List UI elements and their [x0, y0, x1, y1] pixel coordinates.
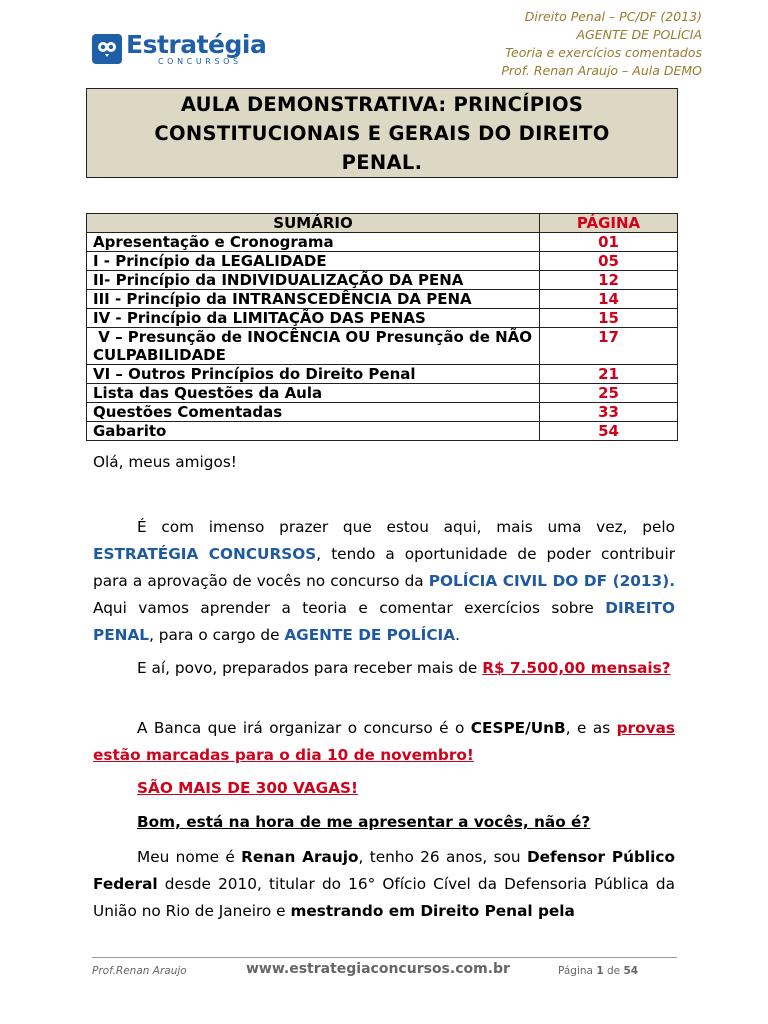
estrategia-logo	[92, 32, 266, 66]
summary-row-label: III - Princípio da INTRANSCEDÊNCIA DA PENA	[87, 290, 540, 309]
footer-page-number	[558, 965, 638, 977]
owl-logo-icon	[92, 34, 122, 64]
page-total: 54	[623, 965, 639, 977]
table-row	[87, 271, 678, 290]
author-degree: mestrando em Direito Penal pela	[290, 902, 575, 920]
summary-row-page: 33	[540, 403, 678, 422]
table-row	[87, 365, 678, 384]
page-current: 1	[596, 965, 604, 977]
table-row	[87, 328, 678, 365]
summary-col-page: PÁGINA	[540, 214, 678, 233]
summary-col-title: SUMÁRIO	[87, 214, 540, 233]
text-span: .	[455, 626, 460, 644]
header-line-role: AGENTE DE POLÍCIA	[576, 27, 702, 42]
summary-row-page: 01	[540, 233, 678, 252]
text-span: É com imenso prazer que estou aqui, mais uma vez, pelo	[137, 518, 675, 536]
paragraph-exam-board	[93, 715, 675, 769]
exam-board: CESPE/UnB	[470, 719, 566, 737]
text-span: A Banca que irá organizar o concurso é o	[137, 719, 471, 737]
summary-row-label: II- Princípio da INDIVIDUALIZAÇÃO DA PENA	[87, 271, 540, 290]
summary-row-label: VI – Outros Princípios do Direito Penal	[87, 365, 540, 384]
lesson-title-box	[86, 88, 678, 178]
summary-row-page: 15	[540, 309, 678, 328]
summary-row-label: V – Presunção de INOCÊNCIA OU Presunção de NÃO CULPABILIDADE	[87, 328, 540, 365]
paragraph-author-bio	[93, 844, 675, 925]
paragraph-intro-self	[93, 809, 675, 836]
brand-name: ESTRATÉGIA CONCURSOS	[93, 545, 317, 563]
table-row	[87, 233, 678, 252]
table-row	[87, 403, 678, 422]
text-span: desde 2010, titular do 16° Ofício Cível da Defensoria Pública da União no Rio de Janeiro e	[93, 875, 675, 920]
summary-row-label: Questões Comentadas	[87, 403, 540, 422]
summary-row-page: 12	[540, 271, 678, 290]
header-line-type: Teoria e exercícios comentados	[504, 45, 702, 60]
summary-row-page: 14	[540, 290, 678, 309]
paragraph-vacancies	[93, 775, 675, 802]
summary-row-label: Lista das Questões da Aula	[87, 384, 540, 403]
page-label: Página	[558, 965, 597, 977]
salary-highlight: R$ 7.500,00 mensais?	[482, 659, 671, 677]
header-line-course: Direito Penal – PC/DF (2013)	[524, 9, 702, 24]
lesson-title: AULA DEMONSTRATIVA: PRINCÍPIOS CONSTITUCIONAIS E GERAIS DO DIREITO PENAL.	[154, 92, 610, 174]
footer-divider	[92, 957, 677, 958]
text-span: , tendo a oportunidade de poder contribuir para a aprovação de vocês no concurso da	[93, 545, 675, 590]
text-span: Meu nome é	[137, 848, 242, 866]
summary-header-row	[87, 214, 678, 233]
table-row	[87, 290, 678, 309]
text-span: , e as	[565, 719, 617, 737]
logo-name: Estratégia	[126, 30, 267, 59]
exam-name: POLÍCIA CIVIL DO DF (2013).	[428, 572, 675, 590]
table-row	[87, 384, 678, 403]
vacancies-highlight: SÃO MAIS DE 300 VAGAS!	[137, 779, 359, 797]
text-span: E aí, povo, preparados para receber mais de	[137, 659, 483, 677]
intro-question: Bom, está na hora de me apresentar a vocês, não é?	[137, 813, 591, 831]
header-info	[501, 8, 702, 80]
logo-subtitle: CONCURSOS	[158, 57, 242, 66]
summary-table	[86, 213, 678, 441]
subject-name: DIREITO PENAL	[93, 599, 675, 644]
table-row	[87, 252, 678, 271]
summary-row-label: IV - Princípio da LIMITAÇÃO DAS PENAS	[87, 309, 540, 328]
author-title: Defensor Público Federal	[93, 848, 675, 893]
page-of: de	[603, 965, 624, 977]
summary-row-label: I - Princípio da LEGALIDADE	[87, 252, 540, 271]
author-name: Renan Araujo	[241, 848, 359, 866]
table-row	[87, 422, 678, 441]
summary-row-page: 05	[540, 252, 678, 271]
paragraph-salary	[93, 655, 675, 682]
text-span: , tenho 26 anos, sou	[358, 848, 527, 866]
footer-author: Prof.Renan Araujo	[92, 965, 187, 977]
table-row	[87, 309, 678, 328]
summary-row-label: Gabarito	[87, 422, 540, 441]
summary-row-page: 25	[540, 384, 678, 403]
paragraph-intro	[93, 514, 675, 649]
summary-row-label: Apresentação e Cronograma	[87, 233, 540, 252]
summary-row-page: 17	[540, 328, 678, 365]
summary-row-page: 54	[540, 422, 678, 441]
role-name: AGENTE DE POLÍCIA	[284, 626, 456, 644]
footer-site-link[interactable]: www.estrategiaconcursos.com.br	[246, 961, 510, 977]
summary-row-page: 21	[540, 365, 678, 384]
greeting: Olá, meus amigos!	[93, 453, 237, 471]
text-span: , para o cargo de	[149, 626, 285, 644]
header-line-author: Prof. Renan Araujo – Aula DEMO	[501, 63, 702, 78]
text-span: Aqui vamos aprender a teoria e comentar exercícios sobre	[93, 599, 606, 617]
exam-date-highlight: provas estão marcadas para o dia 10 de novembro!	[93, 719, 675, 764]
